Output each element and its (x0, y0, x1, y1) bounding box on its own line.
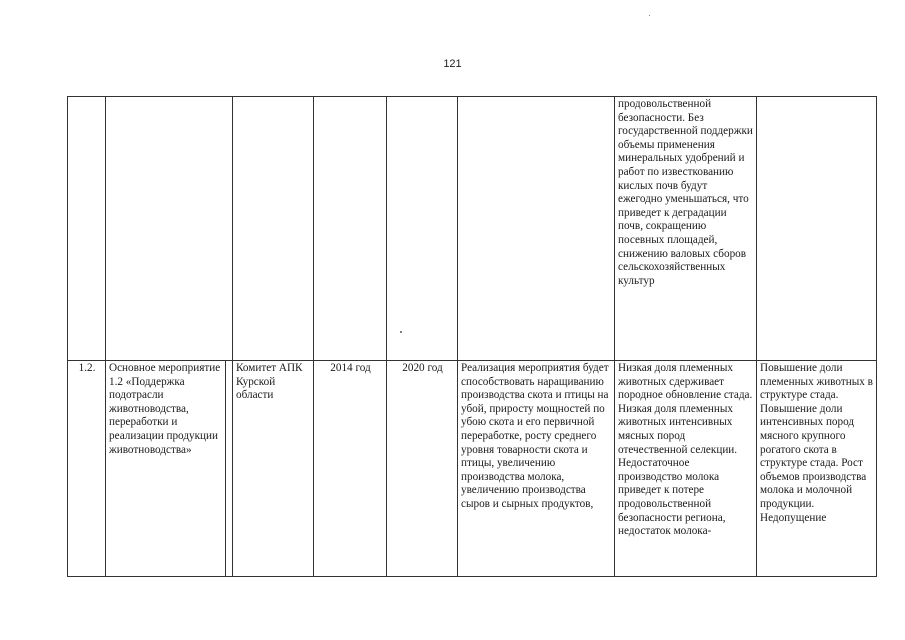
cell-activity-name (106, 97, 233, 361)
cell-number: 1.2. (68, 361, 106, 577)
cell-indicators (757, 97, 877, 361)
table-row-continuation (68, 97, 877, 361)
scan-speck (649, 15, 650, 16)
cell-expected-result: Реализация мероприятия будет способствовать наращиванию производства скота и птицы на убой, приросту мощностей по убою скота и его первичной переработке, росту среднего уровня товарности скота и птицы, увеличению производства молока, увеличению производства сыров и сырных продуктов, (458, 361, 615, 577)
cell-executor: Комитет АПК Курской области (233, 361, 314, 577)
cell-consequences: Низкая доля племенных животных сдерживает породное обновление стада. Низкая доля племенных животных интенсивных мясных пород отечественной селекции. Недостаточное производство молока приведет к потере продовольственной безопасности региона, недостаток молока- (615, 361, 757, 577)
program-activities-table (67, 96, 877, 577)
cell-end-year (387, 97, 458, 361)
cell-indicators: Повышение доли племенных животных в структуре стада. Повышение доли интенсивных пород мясного крупного рогатого скота в структуре стада. Рост объемов производства молока и молочной продукции. Недопущение (757, 361, 877, 577)
cell-start-year (314, 97, 387, 361)
cell-consequences: продовольственной безопасности. Без государственной поддержки объемы применения минеральных удобрений и работ по известкованию кислых почв будут ежегодно уменьшаться, что приведет к деградации почв, сокращению посевных площадей, снижению валовых сборов сельскохозяйственных культур (615, 97, 757, 361)
cell-activity-name: Основное мероприятие 1.2 «Поддержка подотрасли животноводства, переработки и реализации продукции животноводства» (106, 361, 226, 577)
cell-number (68, 97, 106, 361)
page-number: 121 (443, 58, 462, 70)
cell-executor (233, 97, 314, 361)
cell-expected-result (458, 97, 615, 361)
cell-end-year: 2020 год (387, 361, 458, 577)
scan-speck (400, 331, 402, 333)
cell-spacer (226, 361, 233, 577)
cell-start-year: 2014 год (314, 361, 387, 577)
table-row-activity-1-2 (68, 361, 877, 577)
